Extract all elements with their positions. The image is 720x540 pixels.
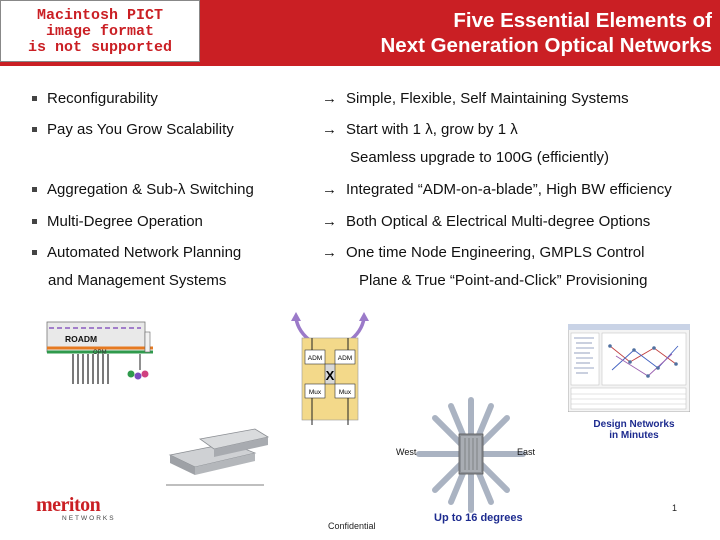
bullet-automated-planning <box>32 244 241 261</box>
arrow-text: Integrated “ADM-on-a-blade”, High BW efficiency <box>346 181 672 198</box>
pict-line-1: Macintosh PICT <box>36 7 164 24</box>
page-number: 1 <box>672 503 678 513</box>
bullet-reconfigurability <box>32 90 158 107</box>
node-chassis-face <box>461 436 481 472</box>
transceivers-image <box>160 425 270 490</box>
pict-line-2: image format <box>45 23 155 40</box>
bullet-text: Pay as You Grow Scalability <box>47 121 234 138</box>
bullet-multi-degree <box>32 213 203 230</box>
cross-connect-label: X <box>325 368 335 383</box>
bullet-text: Multi-Degree Operation <box>47 213 203 230</box>
design-networks-caption <box>576 419 692 441</box>
bullet-icon <box>32 127 37 132</box>
arrow-icon: → <box>322 213 337 230</box>
arrow-text: Both Optical & Electrical Multi-degree Options <box>346 213 651 230</box>
arrow-text-2 <box>322 121 518 138</box>
pict-placeholder-image <box>0 0 200 62</box>
bullet-text-5-cont: and Management Systems <box>48 272 227 289</box>
opm-label: OPM <box>93 350 107 356</box>
slide-title <box>380 8 712 58</box>
arrow-icon: → <box>322 181 337 198</box>
roadm-label: ROADM <box>65 334 98 344</box>
adm-east-arrowhead <box>359 312 369 321</box>
title-line-1: Five Essential Elements of <box>453 9 712 32</box>
screenshot-table-pane <box>571 388 686 409</box>
arrow-icon: → <box>322 90 337 107</box>
confidential-label: Confidential <box>328 521 376 531</box>
bullet-text: Reconfigurability <box>47 90 158 107</box>
arrow-text-4 <box>322 213 650 230</box>
roadm-lambda-pink <box>142 371 149 378</box>
bullet-scalability <box>32 121 234 138</box>
screenshot-tree-pane <box>571 333 599 385</box>
roadm-lambda-purple <box>135 373 142 380</box>
arrow-text-2-cont: Seamless upgrade to 100G (efficiently) <box>350 149 610 166</box>
design-caption-line-2: in Minutes <box>609 430 659 441</box>
title-line-2: Next Generation Optical Networks <box>380 34 712 57</box>
roadm-port <box>145 332 150 352</box>
meriton-logo <box>36 495 116 525</box>
arrow-text-5-cont: Plane & True “Point-and-Click” Provisioning <box>359 272 648 289</box>
bullet-icon <box>32 219 37 224</box>
east-label: East <box>517 447 536 457</box>
logo-wordmark: meriton <box>36 494 101 516</box>
bullet-icon <box>32 96 37 101</box>
arrow-text-1 <box>322 90 629 107</box>
adm-label-right: ADM <box>337 355 353 362</box>
bullet-icon <box>32 250 37 255</box>
bullet-icon <box>32 187 37 192</box>
bullet-aggregation <box>32 181 254 198</box>
arrow-text: Start with 1 λ, grow by 1 λ <box>346 121 518 138</box>
bullet-text: Automated Network Planning <box>47 244 242 261</box>
roadm-drop-ports <box>73 354 108 384</box>
mux-label-left: Mux <box>308 389 322 396</box>
design-caption-line-1: Design Networks <box>593 419 675 430</box>
arrow-text: Simple, Flexible, Self Maintaining Systems <box>346 90 629 107</box>
screenshot-map-pane <box>602 333 686 385</box>
arrow-text-3 <box>322 181 672 198</box>
multi-degree-node-diagram <box>405 392 535 517</box>
degrees-caption: Up to 16 degrees <box>434 512 523 524</box>
pict-line-3: is not supported <box>27 39 173 56</box>
adm-card-diagram <box>288 312 373 427</box>
screenshot-titlebar <box>568 324 690 330</box>
bullet-text: Aggregation & Sub-λ Switching <box>47 181 254 198</box>
adm-label-left: ADM <box>307 355 323 362</box>
mux-label-right: Mux <box>338 389 352 396</box>
roadm-lambda-green <box>128 371 135 378</box>
adm-west-arrowhead <box>291 312 301 321</box>
roadm-diagram <box>45 318 160 390</box>
logo-subtitle: NETWORKS <box>62 515 116 522</box>
west-label: West <box>396 447 417 457</box>
arrow-icon: → <box>322 244 337 261</box>
planning-tool-screenshot <box>568 324 690 412</box>
arrow-text: One time Node Engineering, GMPLS Control <box>346 244 645 261</box>
arrow-icon: → <box>322 121 337 138</box>
arrow-text-5 <box>322 244 644 261</box>
